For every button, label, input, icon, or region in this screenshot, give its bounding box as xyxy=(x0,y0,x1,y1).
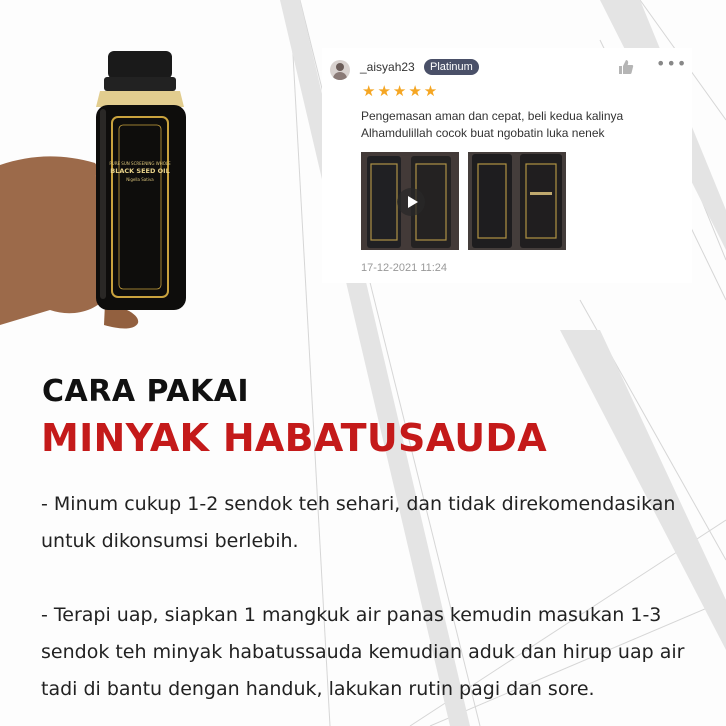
heading-product: MINYAK HABATUSAUDA xyxy=(41,416,547,460)
reviewer-username[interactable]: _aisyah23 xyxy=(360,60,415,74)
membership-badge: Platinum xyxy=(424,59,479,75)
label-sub: Nigella Sativa xyxy=(126,177,154,182)
instruction-2-line-2: sendok teh minyak habatussauda kemudian aduk dan hirup uap air xyxy=(41,641,685,663)
label-main: BLACK SEED OIL xyxy=(110,167,170,175)
review-photo-thumbnail[interactable] xyxy=(468,152,566,250)
review-line-1: Pengemasan aman dan cepat, beli kedua kalinya xyxy=(361,109,624,123)
avatar[interactable] xyxy=(330,60,350,80)
instruction-1-line-1: - Minum cukup 1-2 sendok teh sehari, dan tidak direkomendasikan xyxy=(41,493,676,515)
play-icon[interactable] xyxy=(397,188,425,216)
instruction-2-line-3: tadi di bantu dengan handuk, lakukan rutin pagi dan sore. xyxy=(41,678,595,700)
instruction-1-line-2: untuk dikonsumsi berlebih. xyxy=(41,530,299,552)
heading-usage: CARA PAKAI xyxy=(42,374,250,409)
review-text xyxy=(361,108,623,142)
review-date: 17-12-2021 11:24 xyxy=(361,262,448,274)
bottle-body xyxy=(96,105,186,310)
thumbs-up-icon[interactable] xyxy=(618,59,634,75)
paragraph-gap xyxy=(41,560,691,597)
hand xyxy=(0,156,110,325)
bottle-cap xyxy=(108,51,172,79)
star-rating: ★★★★★ xyxy=(362,82,440,100)
more-options-icon[interactable]: ••• xyxy=(656,54,688,73)
review-line-2: Alhamdulillah cocok buat ngobatin luka nenek xyxy=(361,126,605,140)
label-small: PURE SUN SCREENING WHOLE xyxy=(109,161,171,166)
usage-instructions xyxy=(41,486,691,708)
review-card xyxy=(322,48,692,283)
instruction-2-line-1: - Terapi uap, siapkan 1 mangkuk air panas kemudin masukan 1-3 xyxy=(41,604,662,626)
product-photo xyxy=(0,45,200,335)
